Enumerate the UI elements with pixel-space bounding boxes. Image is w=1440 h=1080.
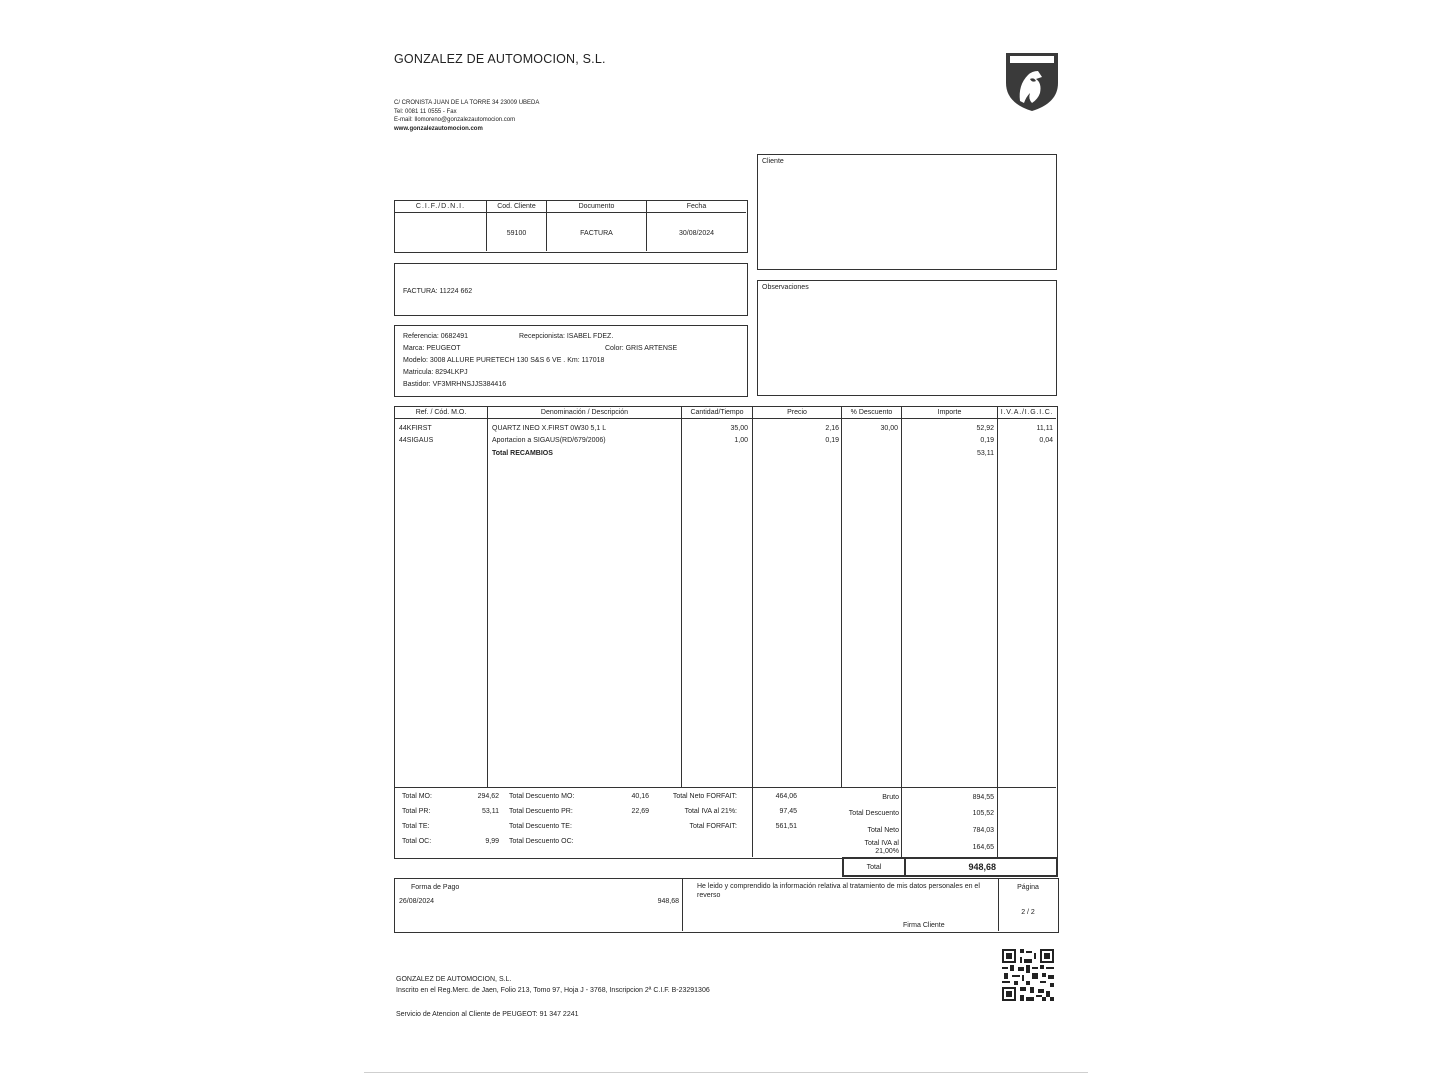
- observations-label: Observaciones: [762, 284, 809, 291]
- forfait-total-value: 561,51: [775, 823, 797, 830]
- company-address: [394, 99, 539, 133]
- row2-price: 0,19: [825, 437, 839, 444]
- total-desc-oc-label: Total Descuento OC:: [509, 838, 574, 845]
- qr-code-icon: [1002, 949, 1054, 1001]
- total-mo-value: 294,62: [477, 793, 499, 800]
- col-price-header: Precio: [787, 409, 807, 416]
- company-name: GONZALEZ DE AUTOMOCION, S.L.: [394, 52, 606, 66]
- documento-header: Documento: [578, 203, 615, 210]
- total-desc-mo-value: 40,16: [631, 793, 649, 800]
- documento-value: FACTURA: [580, 230, 613, 237]
- total-iva-label: Total IVA al 21,00%: [864, 840, 899, 855]
- total-desc-pr-label: Total Descuento PR:: [509, 808, 573, 815]
- forfait-neto-value: 464,06: [775, 793, 797, 800]
- footer-service: Servicio de Atencion al Cliente de PEUGEOT: 91 347 2241: [396, 1011, 579, 1018]
- vehicle-modelo: Modelo: 3008 ALLURE PURETECH 130 S&S 6 VE . Km: 117018: [403, 357, 605, 364]
- row1-qty: 35,00: [730, 425, 748, 432]
- col-qty-header: Cantidad/Tiempo: [690, 409, 744, 416]
- total-neto-value: 784,03: [972, 827, 994, 834]
- invoice-number: FACTURA: 11224 662: [403, 288, 473, 295]
- col-desc-header: Denominación / Descripción: [540, 409, 629, 416]
- address-line: Tel: 0081 11 0555 - Fax: [394, 108, 457, 115]
- cod-cliente-header: Cod. Cliente: [497, 203, 536, 210]
- payment-amount: 948,68: [657, 898, 679, 905]
- address-line: E-mail: Ilomoreno@gonzalezautomocion.com: [394, 117, 516, 123]
- grand-total-value: 948,68: [968, 862, 996, 872]
- col-amount-header: Importe: [937, 409, 962, 416]
- total-pr-label: Total PR:: [402, 808, 431, 815]
- total-descuento-label: Total Descuento: [848, 810, 899, 817]
- total-descuento-value: 105,52: [972, 810, 994, 817]
- page-edge: [364, 1072, 1088, 1073]
- total-iva-value: 164,65: [972, 844, 994, 851]
- privacy-text: He leido y comprendido la información relativa al tratamiento de mis datos personales en el reverso: [697, 883, 980, 899]
- col-ref-header: Ref. / Cód. M.O.: [415, 409, 467, 416]
- row2-ref: 44SIGAUS: [399, 437, 434, 444]
- invoice-box: [394, 263, 748, 316]
- vehicle-referencia: Referencia: 0682491: [403, 333, 468, 340]
- cif-header: C.I.F./D.N.I.: [415, 203, 466, 210]
- address-line: www.gonzalezautomocion.com: [394, 125, 483, 132]
- row1-price: 2,16: [825, 425, 839, 432]
- total-desc-te-label: Total Descuento TE:: [509, 823, 572, 830]
- forfait-total-label: Total FORFAIT:: [689, 823, 737, 830]
- footer-company: GONZALEZ DE AUTOMOCION, S.L.: [396, 976, 512, 983]
- row3-desc: Total RECAMBIOS: [492, 450, 553, 457]
- footer-registry: Inscrito en el Reg.Merc. de Jaen, Folio 213, Tomo 97, Hoja J - 3768, Inscripcion 2ª C.I.F. B-23291306: [396, 987, 710, 994]
- page-value: 2 / 2: [1021, 909, 1035, 916]
- fecha-value: 30/08/2024: [678, 230, 715, 237]
- total-pr-value: 53,11: [482, 808, 499, 815]
- row2-tax: 0,04: [1039, 437, 1053, 444]
- row2-amount: 0,19: [980, 437, 994, 444]
- row2-qty: 1,00: [734, 437, 748, 444]
- page-label: Página: [1017, 884, 1039, 891]
- observations-box: [757, 280, 1057, 396]
- payment-label: Forma de Pago: [411, 884, 460, 891]
- bruto-value: 894,55: [972, 794, 994, 801]
- peugeot-logo-icon: [1002, 49, 1062, 113]
- payment-box: [394, 878, 1059, 933]
- grand-total-box: [842, 857, 1058, 877]
- total-oc-label: Total OC:: [402, 838, 432, 845]
- col-tax-header: I.V.A./I.G.I.C.: [1000, 409, 1054, 416]
- payment-date: 26/08/2024: [399, 898, 435, 905]
- client-box: [757, 154, 1057, 270]
- total-oc-value: 9,99: [485, 838, 499, 845]
- vehicle-matricula: Matricula: 8294LKPJ: [403, 369, 468, 376]
- address-line: C/ CRONISTA JUAN DE LA TORRE 34 23009 UBEDA: [394, 100, 540, 106]
- fecha-header: Fecha: [686, 203, 707, 210]
- total-desc-pr-value: 22,69: [631, 808, 649, 815]
- vehicle-box: [394, 325, 748, 397]
- lines-table: [394, 406, 1058, 859]
- row1-tax: 11,11: [1036, 425, 1053, 432]
- row1-disc: 30,00: [880, 425, 898, 432]
- vehicle-marca: Marca: PEUGEOT: [403, 345, 461, 352]
- grand-total-label: Total: [866, 864, 882, 871]
- vehicle-recepcionista: Recepcionista: ISABEL FDEZ.: [519, 333, 614, 340]
- row3-amount: 53,11: [977, 450, 994, 457]
- document-info-table: [394, 200, 748, 253]
- forfait-iva-label: Total IVA al 21%:: [684, 808, 737, 815]
- total-te-label: Total TE:: [402, 823, 430, 830]
- row1-ref: 44KFIRST: [399, 425, 432, 432]
- cod-cliente-value: 59100: [506, 230, 527, 237]
- client-label: Cliente: [762, 158, 784, 165]
- row1-desc: QUARTZ INEO X.FIRST 0W30 5,1 L: [492, 425, 607, 432]
- vehicle-color: Color: GRIS ARTENSE: [605, 345, 678, 352]
- vehicle-bastidor: Bastidor: VF3MRHNSJJS384416: [403, 381, 507, 388]
- row2-desc: Aportacion a SIGAUS(RD/679/2006): [492, 437, 606, 444]
- forfait-neto-label: Total Neto FORFAIT:: [672, 793, 737, 800]
- total-mo-label: Total MO:: [402, 793, 432, 800]
- signature-label: Firma Cliente: [903, 922, 945, 929]
- col-disc-header: % Descuento: [850, 409, 893, 416]
- total-neto-label: Total Neto: [867, 827, 899, 834]
- forfait-iva-value: 97,45: [779, 808, 797, 815]
- row1-amount: 52,92: [976, 425, 994, 432]
- bruto-label: Bruto: [882, 794, 899, 801]
- total-desc-mo-label: Total Descuento MO:: [509, 793, 575, 800]
